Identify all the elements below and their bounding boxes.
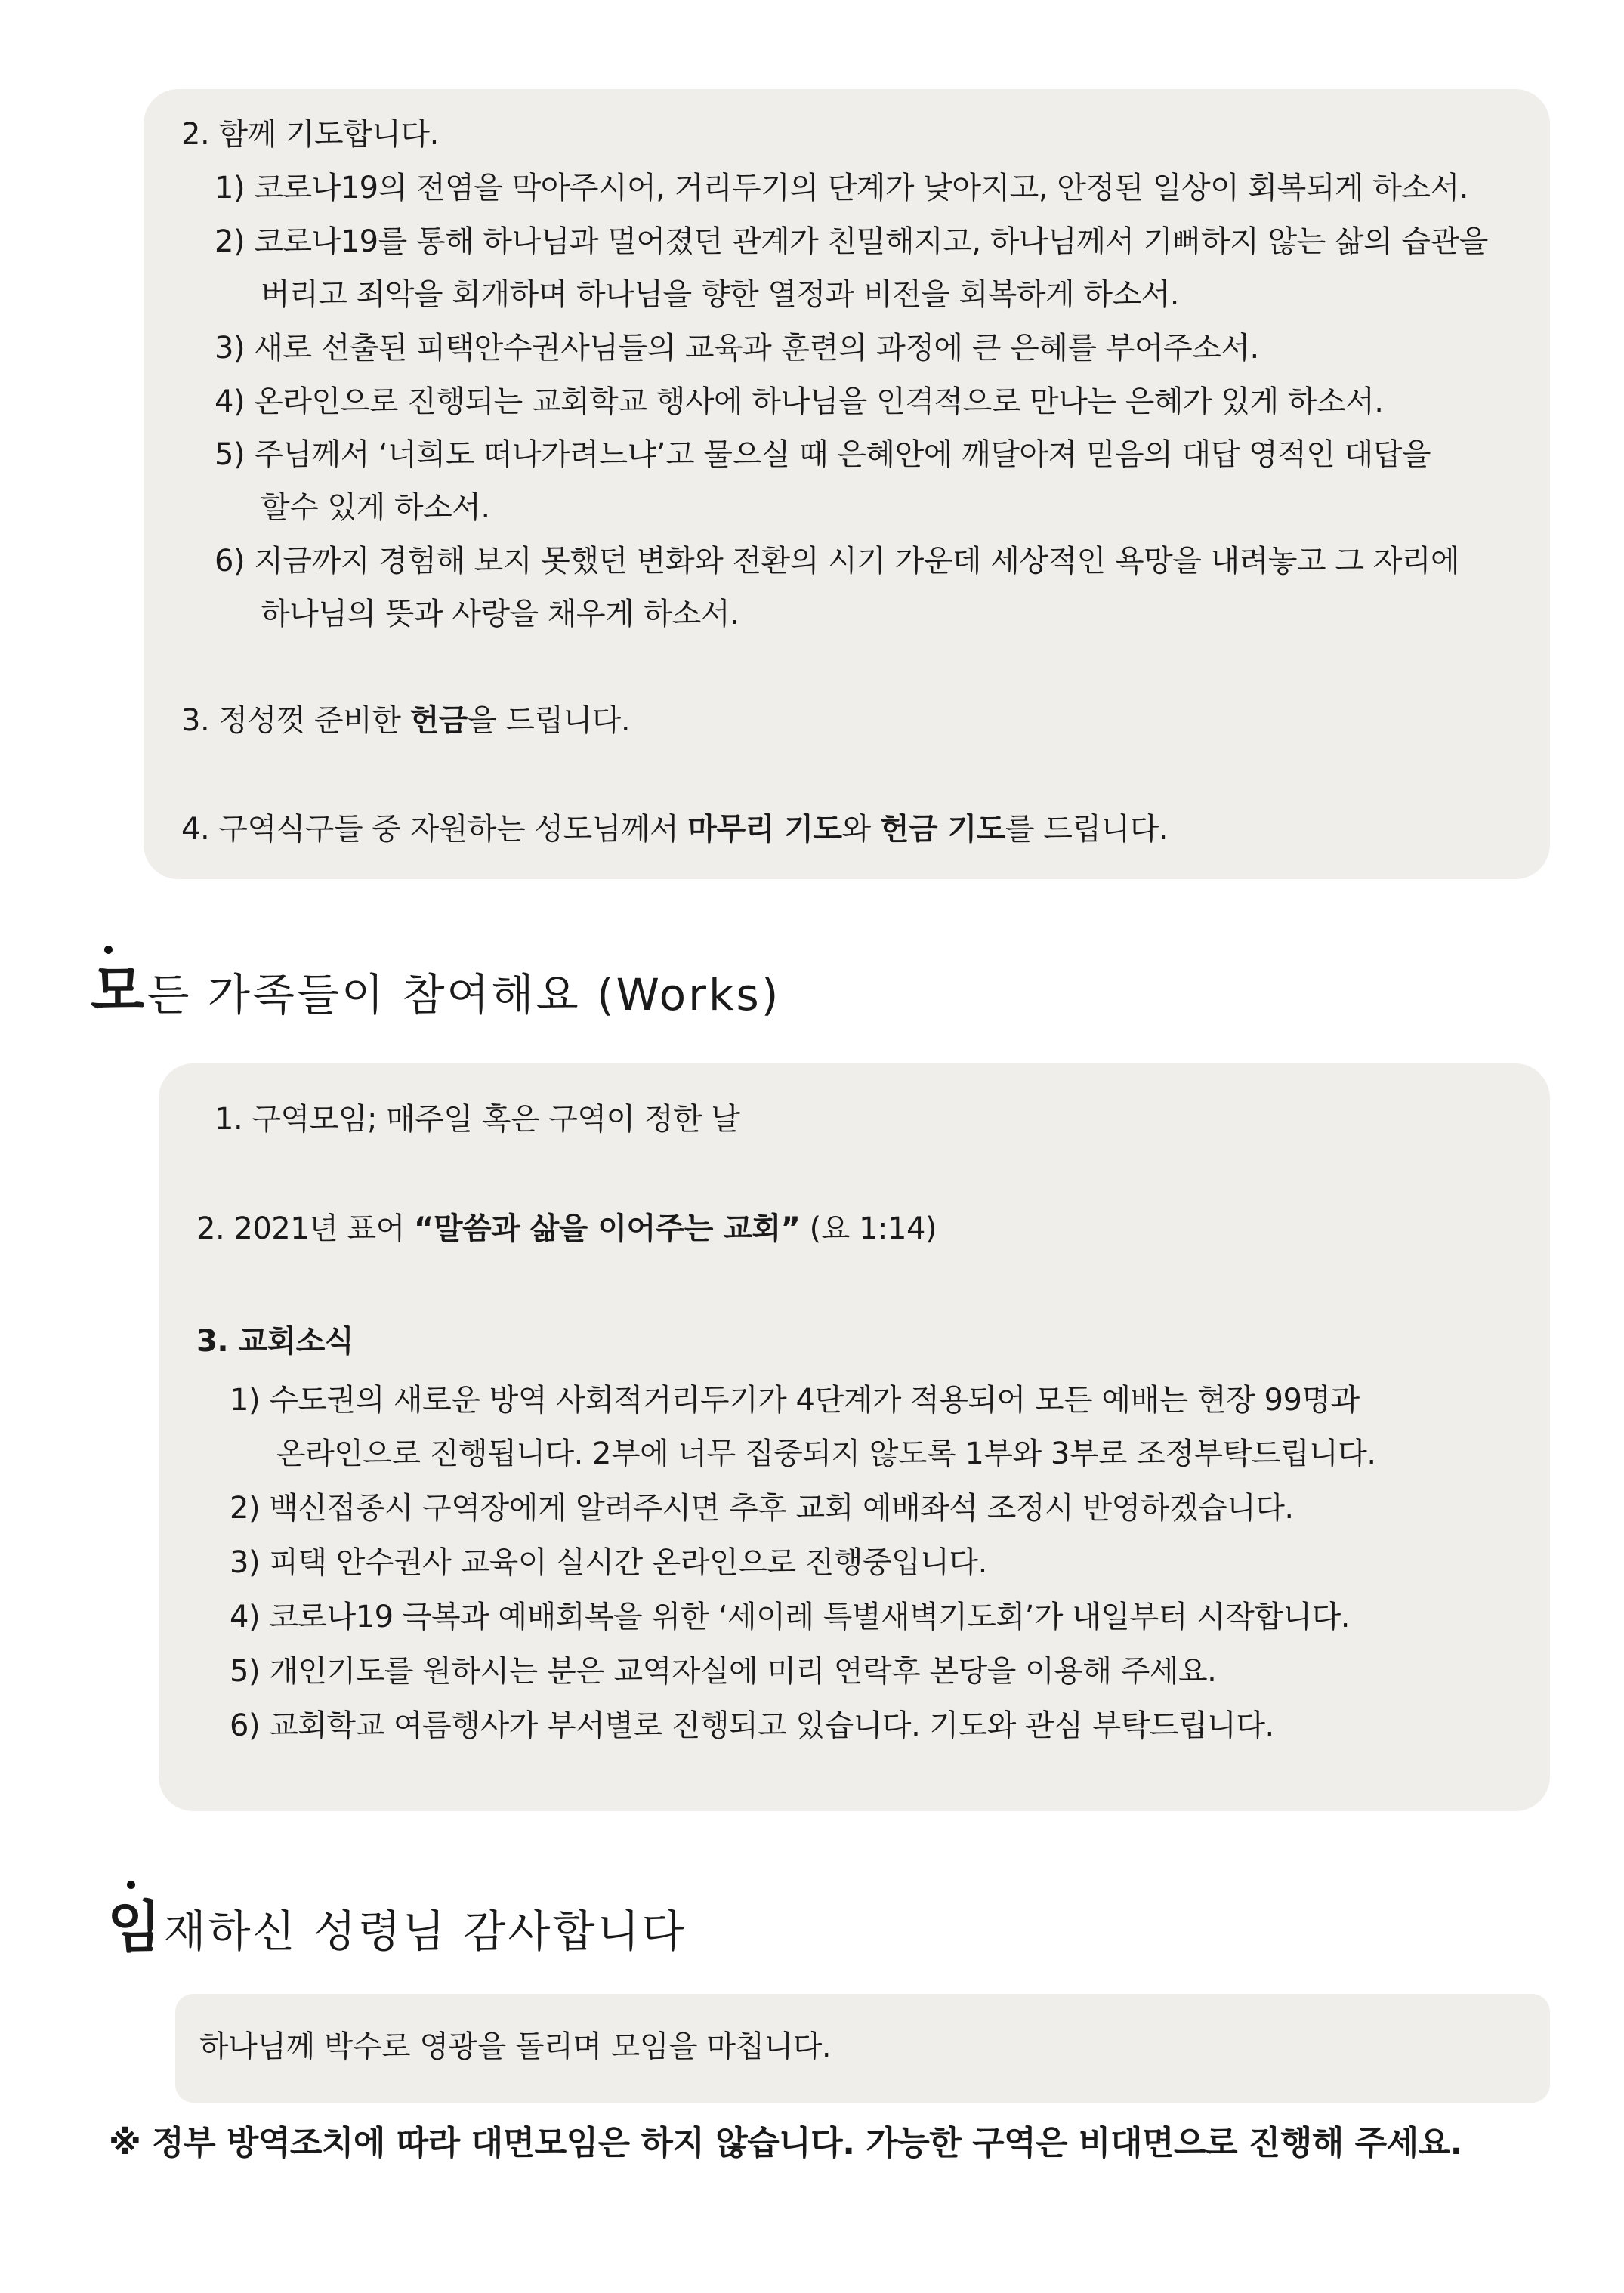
offering-line: 3. 정성껏 준비한 헌금을 드립니다. bbox=[181, 703, 631, 738]
prayer-item: 4) 온라인으로 진행되는 교회학교 행사에 하나님을 인격적으로 만나는 은혜가 있게 하소서. bbox=[215, 384, 1384, 419]
works-item: 1. 구역모임; 매주일 혹은 구역이 정한 날 bbox=[215, 1102, 740, 1137]
prayer-title: 2. 함께 기도합니다. bbox=[181, 117, 439, 152]
prayer-item: 6) 지금까지 경험해 보지 못했던 변화와 전환의 시기 가운데 세상적인 욕망을 내려놓고 그 자리에 bbox=[215, 544, 1460, 579]
church-news-item: 4) 코로나19 극복과 예배회복을 위한 ‘세이레 특별새벽기도회’가 내일부터 시작합니다. bbox=[230, 1600, 1350, 1634]
prayer-item: 2) 코로나19를 통해 하나님과 멀어졌던 관계가 친밀해지고, 하나님께서 기뻐하지 않는 삶의 습관을 bbox=[215, 224, 1488, 259]
quarantine-notice: ※ 정부 방역조치에 따라 대면모임은 하지 않습니다. 가능한 구역은 비대면으로 진행해 주세요. bbox=[109, 2124, 1462, 2162]
motto-line: 2. 2021년 표어 “말씀과 삶을 이어주는 교회” (요 1:14) bbox=[196, 1211, 937, 1246]
prayer-item-continued: 버리고 죄악을 회개하며 하나님을 향한 열정과 비전을 회복하게 하소서. bbox=[261, 277, 1179, 312]
church-news-item-continued: 온라인으로 진행됩니다. 2부에 너무 집중되지 않도록 1부와 3부로 조정부탁드립니다. bbox=[276, 1437, 1376, 1471]
closing-text: 하나님께 박수로 영광을 돌리며 모임을 마칩니다. bbox=[199, 2029, 832, 2064]
heading-dot bbox=[127, 1881, 135, 1889]
church-news-item: 3) 피택 안수권사 교육이 실시간 온라인으로 진행중입니다. bbox=[230, 1545, 987, 1580]
prayer-item-continued: 하나님의 뜻과 사랑을 채우게 하소서. bbox=[261, 597, 739, 631]
closing-prayer-line: 4. 구역식구들 중 자원하는 성도님께서 마무리 기도와 헌금 기도를 드립니다. bbox=[181, 812, 1168, 847]
church-news-title: 3. 교회소식 bbox=[196, 1324, 354, 1359]
prayer-item: 1) 코로나19의 전염을 막아주시어, 거리두기의 단계가 낮아지고, 안정된 일상이 회복되게 하소서. bbox=[215, 171, 1468, 205]
heading-dot bbox=[104, 946, 113, 954]
spirit-heading: 임재하신 성령님 감사합니다 bbox=[107, 1895, 687, 1960]
church-news-item: 1) 수도권의 새로운 방역 사회적거리두기가 4단계가 적용되어 모든 예배는 현장 99명과 bbox=[230, 1383, 1360, 1418]
church-news-item: 5) 개인기도를 원하시는 분은 교역자실에 미리 연락후 본당을 이용해 주세요. bbox=[230, 1654, 1217, 1689]
works-heading: 모든 가족들이 참여해요 (Works) bbox=[91, 958, 781, 1023]
prayer-box bbox=[144, 89, 1550, 879]
prayer-item: 3) 새로 선출된 피택안수권사님들의 교육과 훈련의 과정에 큰 은혜를 부어주소서. bbox=[215, 331, 1259, 366]
church-news-item: 6) 교회학교 여름행사가 부서별로 진행되고 있습니다. 기도와 관심 부탁드립니다. bbox=[230, 1708, 1274, 1743]
prayer-item: 5) 주님께서 ‘너희도 떠나가려느냐’고 물으실 때 은혜안에 깨달아져 믿음의 대답 영적인 대답을 bbox=[215, 437, 1431, 472]
church-news-item: 2) 백신접종시 구역장에게 알려주시면 추후 교회 예배좌석 조정시 반영하겠습니다. bbox=[230, 1491, 1294, 1526]
prayer-item-continued: 할수 있게 하소서. bbox=[261, 490, 490, 525]
